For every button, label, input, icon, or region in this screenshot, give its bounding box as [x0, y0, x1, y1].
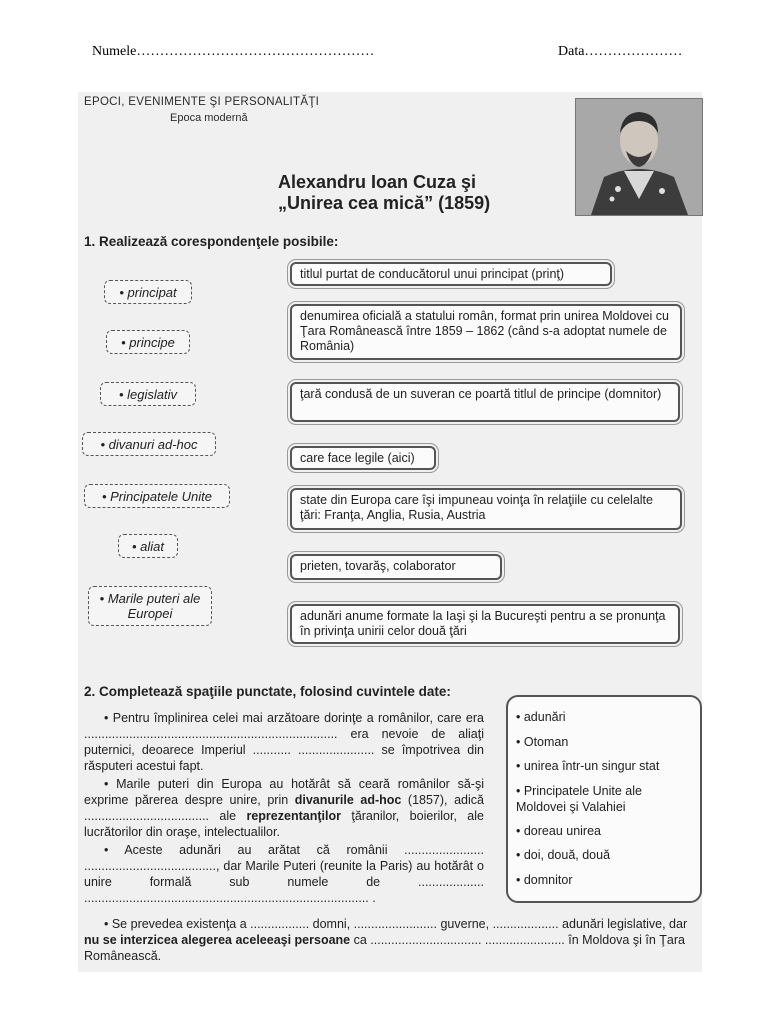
term-marile-puteri[interactable]: • Marile puteri ale Europei: [88, 586, 212, 626]
section-subheader: Epoca modernă: [170, 112, 248, 124]
word-bank-item: • Otoman: [516, 734, 569, 749]
term-divanuri-ad-hoc[interactable]: • divanuri ad-hoc: [82, 432, 216, 456]
term-principatele-unite[interactable]: • Principatele Unite: [84, 484, 230, 508]
title-line-2: „Unirea cea mică” (1859): [278, 193, 491, 213]
definition-3[interactable]: ţară condusă de un suveran ce poartă titlul de principe (domnitor): [290, 382, 680, 422]
term-aliat[interactable]: • aliat: [118, 534, 178, 558]
word-bank-item: • Principatele Unite ale Moldovei şi Valahiei: [516, 783, 642, 814]
definition-4[interactable]: care face legile (aici): [290, 446, 436, 470]
paragraph-2: • Marile puteri din Europa au hotărât să ceară românilor să-şi exprime părerea despre unire, prin divanurile ad-hoc (1857), adică .................................... ale reprezentanţilor ţăranilor, boierilor, ale lucrătorilor din oraşe, intelectualilor.: [84, 777, 484, 839]
word-bank-item: • doreau unirea: [516, 823, 601, 838]
word-bank-item: • adunări: [516, 710, 566, 724]
definition-7[interactable]: adunări anume formate la Iaşi şi la Bucureşti pentru a se pronunţa în privinţa unirii celor două ţări: [290, 604, 680, 644]
paragraph-4: • Se prevedea existenţa a ................. domni, ........................ guverne, ................... adunări legislative, dar nu se interzicea alegerea aceleeaşi persoane ca ................................ ....................... în Moldova şi în Ţara Românească.: [84, 917, 688, 963]
paragraph-1: • Pentru împlinirea celei mai arzătoare dorinţe a românilor, care era ......................................................................... era nevoie de aliaţi puternici, deoarece Imperiul ........... ...................... se împotrivea din răsputeri acestui fapt.: [84, 711, 484, 773]
word-bank-item: • doi, două, două: [516, 848, 611, 862]
word-bank-item: • unirea într-un singur stat: [516, 759, 660, 773]
date-field-label: Data…………………: [558, 44, 683, 59]
paragraph-3: • Aceste adunări au arătat că românii ....................... ......................................, dar Marile Puteri (reunite la Paris) au hotărât o unire formală sub numele de ................... .................................................................................. .: [84, 843, 484, 905]
word-bank-item: • domnitor: [516, 872, 573, 887]
portrait-image: [575, 98, 703, 216]
section-header: EPOCI, EVENIMENTE ŞI PERSONALITĂŢI: [84, 96, 320, 108]
definition-1[interactable]: titlul purtat de conducătorul unui principat (prinţ): [290, 262, 612, 286]
name-field-label: Numele……………………………………………: [92, 44, 375, 59]
definition-2[interactable]: denumirea oficială a statului român, format prin unirea Moldovei cu Ţara Românească între 1859 – 1862 (când s-a adoptat numele de România): [290, 304, 682, 360]
worksheet-title: [278, 172, 578, 214]
term-principe[interactable]: • principe: [106, 330, 190, 354]
exercise-2-heading: 2. Completează spaţiile punctate, folosind cuvintele date:: [84, 684, 451, 699]
worksheet: [78, 92, 702, 972]
definition-6[interactable]: prieten, tovarăş, colaborator: [290, 554, 502, 580]
definition-5[interactable]: state din Europa care îşi impuneau voinţa în relaţiile cu celelalte ţări: Franţa, Anglia, Rusia, Austria: [290, 488, 682, 530]
word-bank: [506, 695, 702, 903]
title-line-1: Alexandru Ioan Cuza şi: [278, 172, 477, 192]
term-principat[interactable]: • principat: [104, 280, 192, 304]
exercise-1-heading: 1. Realizează corespondenţele posibile:: [84, 234, 339, 249]
term-legislativ[interactable]: • legislativ: [100, 382, 196, 406]
